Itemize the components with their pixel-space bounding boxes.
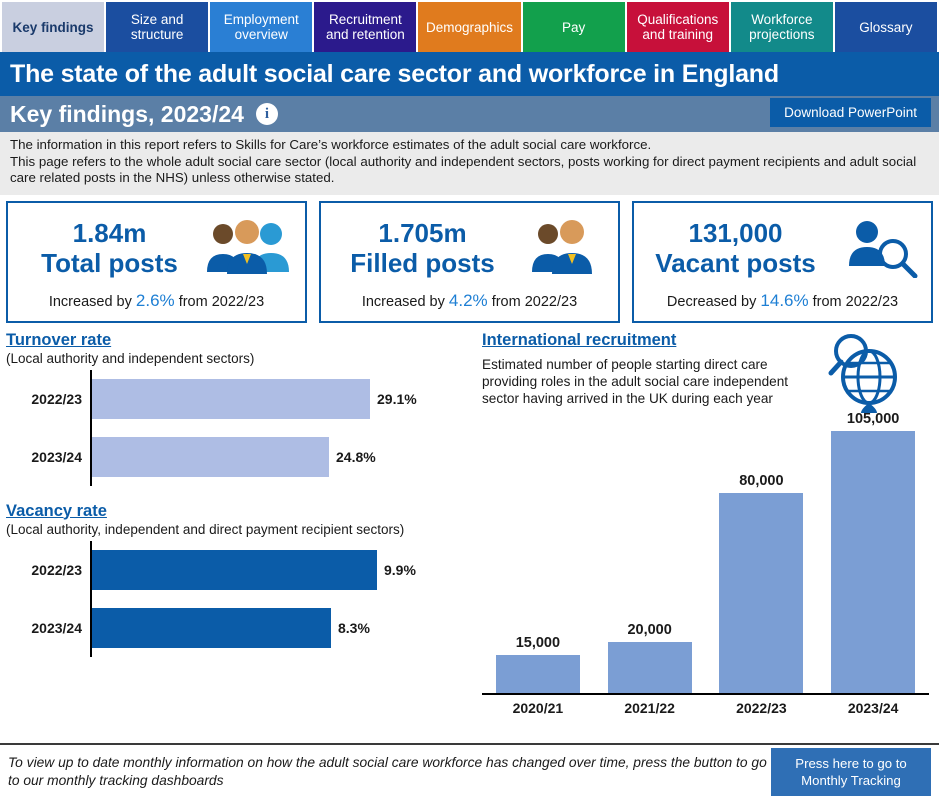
vacancy-chart [6,541,476,657]
stat-change-prefix: Increased by [48,293,132,310]
footer-text: To view up to date monthly information on how the adult social care workforce has changed over time, press the button to go to our monthly tracking dashboards [8,755,767,788]
info-text-block [0,132,939,195]
monthly-tracking-button-line1: Press here to go to [795,756,907,771]
info-line-2: This page refers to the whole adult social care sector (local authority and independent sectors, posts working for direct payment recipients and adult social care related posts in the NHS) unless otherwise stated. [10,153,917,185]
bar [831,431,915,693]
international-description: Estimated number of people starting direct care providing roles in the adult social care independent sector having arrived in the UK during each year [482,356,789,406]
stat-change-value: 14.6% [760,290,809,310]
tab-label: Size and structure [130,12,184,42]
chart-bar-group [486,635,590,693]
tab-size-and-structure[interactable] [106,2,208,52]
vacancy-title: Vacancy rate [6,501,107,520]
stat-change-suffix: from 2022/23 [491,293,578,310]
turnover-subtitle: (Local authority and independent sectors) [6,350,255,366]
bar-value-label: 8.3% [338,619,370,636]
stat-card-vacant-posts [632,201,933,323]
tab-pay[interactable] [523,2,625,52]
chart-bar-row [6,541,476,599]
stat-change-prefix: Increased by [361,293,445,310]
tab-employment-overview[interactable] [210,2,312,52]
international-recruitment-section [482,331,933,743]
bar-value-label: 20,000 [627,621,672,638]
bar-category-label: 2023/24 [31,619,82,636]
stat-change [644,291,921,311]
bar [92,550,377,590]
stat-value: 1.705m [378,217,467,248]
bar-category-label: 2023/24 [847,699,899,716]
stat-label: Total posts [41,247,178,278]
page-title: The state of the adult social care sector and workforce in England [10,59,779,88]
tab-recruitment-and-retention[interactable] [314,2,416,52]
footer [0,743,939,799]
page-subtitle-banner [0,96,939,132]
two-people-icon [514,218,608,278]
page-subtitle: Key findings, 2023/24 [10,100,244,127]
bar-value-label: 15,000 [515,634,561,651]
bar-value-label: 80,000 [739,472,784,489]
vacancy-subtitle: (Local authority, independent and direct payment recipient sectors) [6,521,405,537]
vacancy-section [6,502,476,657]
bar-value-label: 9.9% [384,561,416,578]
stat-cards [0,195,939,323]
stat-label: Vacant posts [655,247,816,278]
monthly-tracking-button[interactable] [771,748,931,796]
info-icon[interactable]: i [256,103,278,125]
bar [92,437,329,477]
stat-change-suffix: from 2022/23 [178,293,265,310]
bar [92,608,331,648]
stat-value: 131,000 [688,217,783,248]
chart-bar-group [709,473,813,693]
chart-bar-group [598,622,702,693]
stat-label: Filled posts [350,247,495,278]
download-powerpoint-button[interactable]: Download PowerPoint [770,98,931,127]
tab-label: Workforce projections [749,12,815,42]
stat-change-prefix: Decreased by [666,293,757,310]
international-recruitment-chart [482,405,929,725]
bar-category-label: 2022/23 [31,390,82,407]
stat-change-suffix: from 2022/23 [812,293,899,310]
bar [92,379,370,419]
stat-change [18,291,295,311]
tab-label: Pay [561,19,586,35]
bar-value-label: 24.8% [336,448,376,465]
stat-card-total-posts [6,201,307,323]
stat-value: 1.84m [72,217,147,248]
tab-label: Glossary [859,19,913,35]
bar-value-label: 29.1% [377,390,417,407]
left-charts-column [6,331,476,743]
turnover-section [6,331,476,486]
tab-label: Employment overview [223,12,299,42]
charts-area [0,323,939,743]
tab-workforce-projections[interactable] [731,2,833,52]
bar-category-label: 2022/23 [736,699,787,716]
bar [496,655,580,693]
tab-label: Demographics [425,19,514,35]
tab-bar [0,0,939,52]
bar-category-label: 2020/21 [512,699,564,716]
info-line-1: The information in this report refers to Skills for Care’s workforce estimates of the adult social care workforce. [10,137,652,152]
bar-category-label: 2023/24 [31,448,82,465]
stat-change-value: 4.2% [448,290,488,310]
person-search-icon [827,218,921,278]
tab-qualifications-and-training[interactable] [627,2,729,52]
stat-card-filled-posts [319,201,620,323]
bar-category-label: 2022/23 [31,561,82,578]
turnover-chart [6,370,476,486]
tab-label: Key findings [12,19,94,35]
tab-label: Qualifications and training [637,12,719,42]
page-title-banner [0,52,939,96]
bar-value-label: 105,000 [846,410,900,427]
stat-change [331,291,608,311]
chart-bar-row [6,428,476,486]
tab-key-findings[interactable] [2,2,104,52]
turnover-title: Turnover rate [6,330,112,349]
monthly-tracking-button-line2: Monthly Tracking [801,773,901,788]
three-people-icon [201,218,295,278]
chart-bar-group [821,411,925,693]
chart-bar-row [6,370,476,428]
international-title: International recruitment [482,330,677,349]
tab-glossary[interactable] [835,2,937,52]
bar [608,642,692,693]
bar-category-label: 2021/22 [624,699,675,716]
tab-demographics[interactable] [418,2,520,52]
tab-label: Recruitment and retention [325,12,405,42]
stat-change-value: 2.6% [135,290,175,310]
chart-bar-row [6,599,476,657]
bar [719,493,803,693]
